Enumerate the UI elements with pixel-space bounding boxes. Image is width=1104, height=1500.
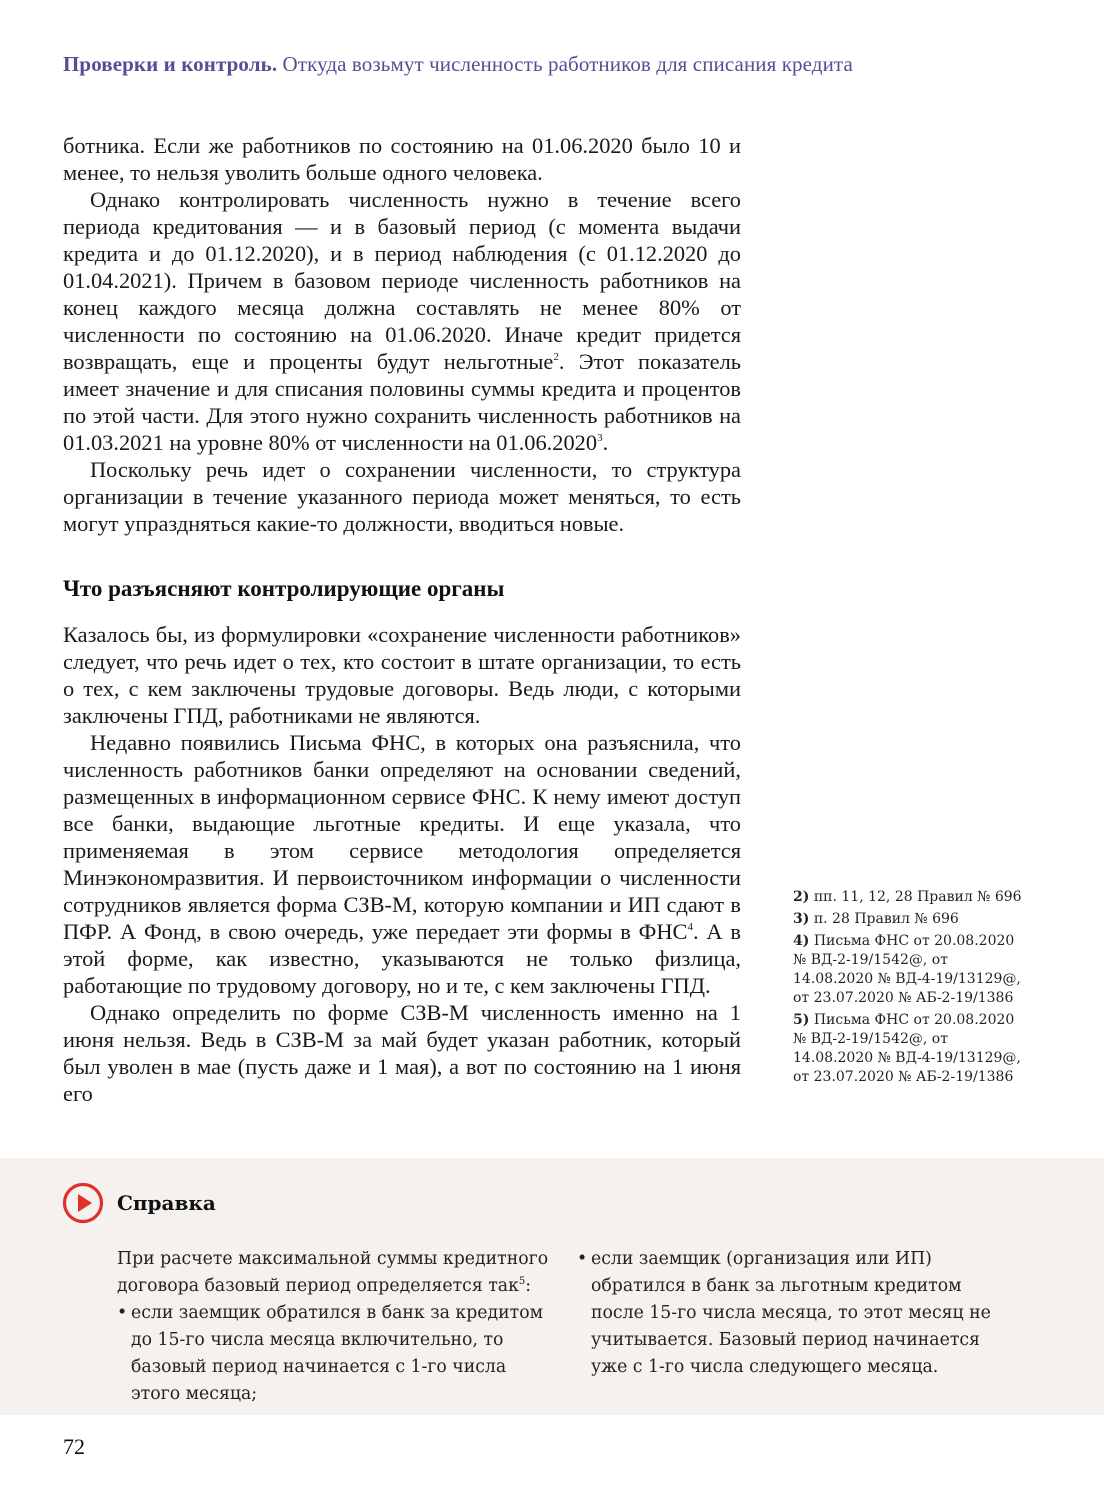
paragraph-text: . (602, 430, 609, 455)
footnote-ref[interactable]: 3 (597, 432, 603, 444)
bullet-item (117, 1300, 557, 1408)
scalloped-edge (0, 1154, 1104, 1160)
paragraph-text: . А в этой форме, как известно, указываются не только физлица, работающие по трудовому договору, но и те, с кем заключены ГПД. (63, 919, 741, 998)
info-box-right-column (577, 1246, 1017, 1381)
intro-text: При расчете максимальной суммы кредитного договора базовый период определяется так (117, 1249, 549, 1296)
info-box-title: Справка (117, 1191, 216, 1215)
footnote (793, 932, 1023, 1008)
running-head-section: Проверки и контроль. (63, 52, 278, 76)
paragraph-text: Казалось бы, из формулировки «сохранение численности работников» следует, что речь идет о тех, кто состоит в штате организации, то есть о тех, с кем заключены трудовые договоры. Ведь люди, с которыми заключены ГПД, работниками не являются. (63, 622, 741, 728)
bullet-text: если заемщик (организация или ИП) обратился в банк за льготным кредитом после 15-го числа месяца, то этот месяц не учитывается. Базовый период начинается уже с 1-го числа следующего месяца. (591, 1249, 991, 1377)
footnote (793, 910, 1023, 929)
footnote-number: 5) (793, 1012, 810, 1028)
running-head-title: Откуда возьмут численность работников для списания кредита (282, 52, 853, 76)
paragraph-text: Недавно появились Письма ФНС, в которых она разъяснила, что численность работников банки определяют на основании сведений, размещенных в информационном сервисе ФНС. К нему имеют доступ все банки, выдающие льготные кредиты. И еще указала, что применяемая в этом сервисе методология определяется Минэкономразвития. И первоисточником информации о численности сотрудников является форма СЗВ-М, которую компании и ИП сдают в ПФР. А Фонд, в свою очередь, уже передает эти формы в ФНС (63, 730, 741, 944)
intro-text: : (525, 1276, 532, 1296)
footnote-ref[interactable]: 4 (687, 921, 693, 933)
bullet-icon: • (577, 1249, 588, 1269)
paragraph-text: Поскольку речь идет о сохранении численности, то структура организации в течение указанного периода может меняться, то есть могут упраздняться какие-то должности, вводиться новые. (63, 457, 741, 536)
paragraph-text: . Этот показатель имеет значение и для списания половины суммы кредита и процентов по этой части. Для этого нужно сохранить численность работников на 01.03.2021 на уровне 80% от численности на 01.06.2020 (63, 349, 742, 455)
footnote-ref[interactable]: 5 (518, 1276, 526, 1287)
footnote-text: п. 28 Правил № 696 (813, 911, 959, 927)
info-box-intro (117, 1246, 557, 1300)
footnote-ref[interactable]: 2 (553, 351, 559, 363)
footnote-text: Письма ФНС от 20.08.2020 № ВД-2-19/1542@, от 14.08.2020 № ВД-4-19/13129@, от 23.07.2020 № АБ-2-19/1386 (793, 933, 1021, 1006)
paragraph-text: ботника. Если же работников по состоянию на 01.06.2020 было 10 и менее, то нельзя уволить больше одного человека. (63, 133, 741, 185)
running-head (63, 52, 853, 77)
footnote-number: 4) (793, 933, 810, 949)
bullet-icon: • (117, 1303, 128, 1323)
paragraph (63, 456, 741, 537)
article-body-part1 (63, 132, 741, 537)
paragraph (63, 186, 741, 456)
footnote-text: пп. 11, 12, 28 Правил № 696 (813, 889, 1022, 905)
paragraph (63, 729, 741, 999)
bullet-text: если заемщик обратился в банк за кредитом до 15-го числа месяца включительно, то базовый период начинается с 1-го числа этого месяца; (131, 1303, 544, 1404)
play-circle-icon (62, 1182, 104, 1224)
info-box-left-column (117, 1246, 557, 1408)
footnote (793, 1011, 1023, 1087)
page-number: 72 (63, 1434, 85, 1459)
article-body-part2 (63, 621, 741, 1107)
footnote-text: Письма ФНС от 20.08.2020 № ВД-2-19/1542@, от 14.08.2020 № ВД-4-19/13129@, от 23.07.2020 № АБ-2-19/1386 (793, 1012, 1021, 1085)
paragraph (63, 132, 741, 186)
paragraph (63, 999, 741, 1107)
paragraph (63, 621, 741, 729)
section-heading: Что разъясняют контролирующие органы (63, 576, 505, 601)
footnotes (793, 888, 1023, 1090)
paragraph-text: Однако контролировать численность нужно в течение всего периода кредитования — и в базовый период (с момента выдачи кредита и до 01.12.2020), и в период наблюдения (с 01.12.2020 до 01.04.2021). Причем в базовом периоде численность работников на конец каждого месяца должна составлять не менее 80% от численности по состоянию на 01.06.2020. Иначе кредит придется возвращать, еще и проценты будут нельготные (63, 187, 741, 374)
footnote (793, 888, 1023, 907)
bullet-item (577, 1246, 1017, 1381)
footnote-number: 3) (793, 911, 810, 927)
footnote-number: 2) (793, 889, 810, 905)
paragraph-text: Однако определить по форме СЗВ-М численность именно на 1 июня нельзя. Ведь в СЗВ-М за май будет указан работник, который был уволен в мае (пусть даже и 1 мая), а вот по состоянию на 1 июня его (63, 1000, 741, 1106)
info-box (0, 1158, 1104, 1415)
